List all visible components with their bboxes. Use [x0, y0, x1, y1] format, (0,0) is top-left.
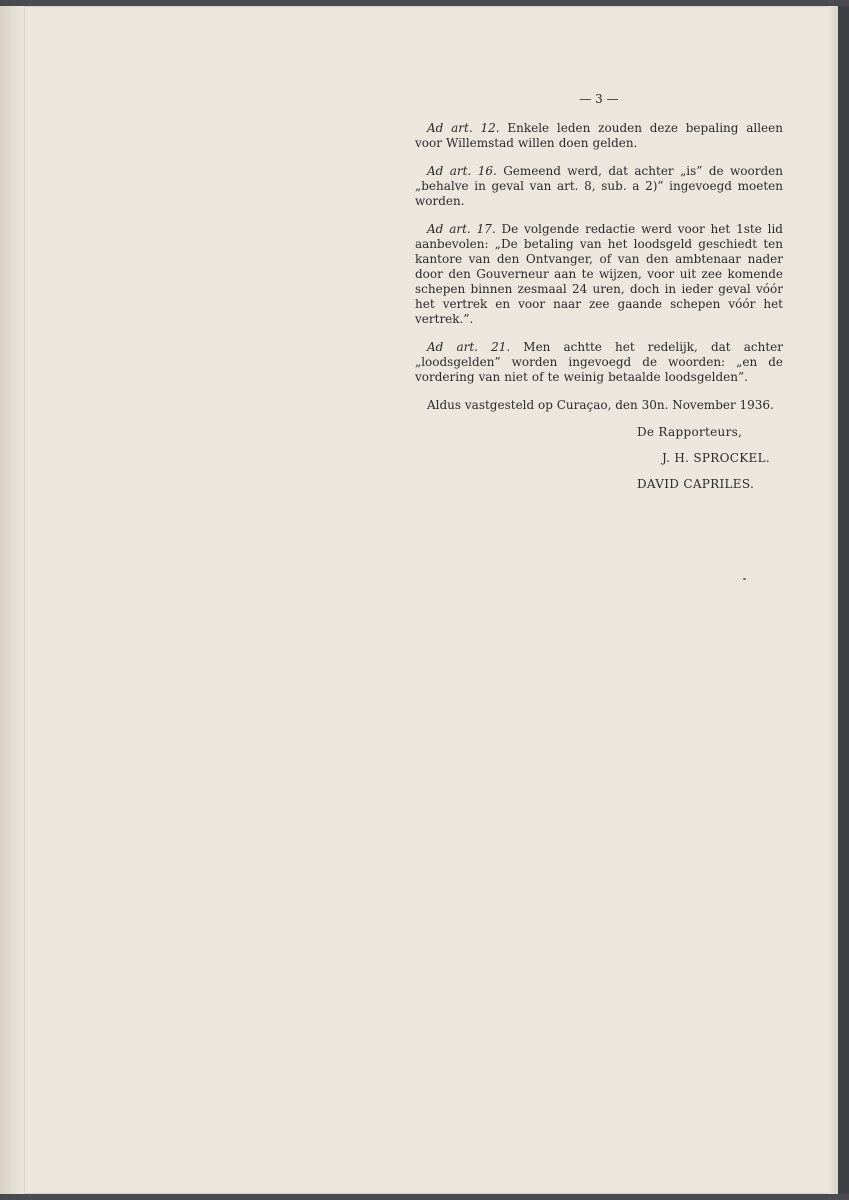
paragraph-text: Enkele leden zouden deze bepaling alleen voor Willemstad willen doen gelden. [415, 121, 783, 150]
signature-heading: De Rapporteurs, [637, 425, 743, 439]
paragraph-text: De volgende redactie werd voor het 1ste lid aanbevolen: „De betaling van het loodsgeld geschiedt ten kantore van den Ontvanger, of van den ambtenaar nader door den Gouverneur aan te wijzen, voor uit zee komende schepen binnen zesmaal 24 uren, doch in ieder geval vóór het vertrek en voor naar zee gaande schepen vóór het vertrek.”. [415, 222, 783, 326]
binding-strip [0, 6, 25, 1194]
document-page [0, 6, 838, 1194]
page-number: — 3 — [579, 92, 619, 106]
paragraph-art-16 [415, 164, 783, 209]
paragraph-art-12 [415, 121, 783, 151]
paragraph-text: Gemeend werd, dat achter „is” de woorden „behalve in geval van art. 8, sub. a 2)” ingevoegd moeten worden. [415, 164, 783, 208]
paragraph-art-17 [415, 222, 783, 327]
signatory-sprockel: J. H. SPROCKEL. [662, 451, 770, 465]
closing-line: Aldus vastgesteld op Curaçao, den 30n. November 1936. [427, 398, 774, 412]
page-edge [828, 6, 838, 1194]
paragraph-text: Men achtte het redelijk, dat achter „loodsgelden” worden ingevoegd de woorden: „en de vordering van niet of te weinig betaalde loodsgelden”. [415, 340, 783, 384]
article-label: Ad art. 21. [427, 340, 511, 354]
signatory-capriles: DAVID CAPRILES. [637, 477, 755, 491]
article-label: Ad art. 17. [427, 222, 496, 236]
article-label: Ad art. 12. [427, 121, 500, 135]
document-text [415, 92, 783, 503]
article-label: Ad art. 16. [427, 164, 497, 178]
paragraph-art-21 [415, 340, 783, 385]
paper-speck [743, 578, 746, 580]
scan-background-edge [838, 6, 849, 1194]
